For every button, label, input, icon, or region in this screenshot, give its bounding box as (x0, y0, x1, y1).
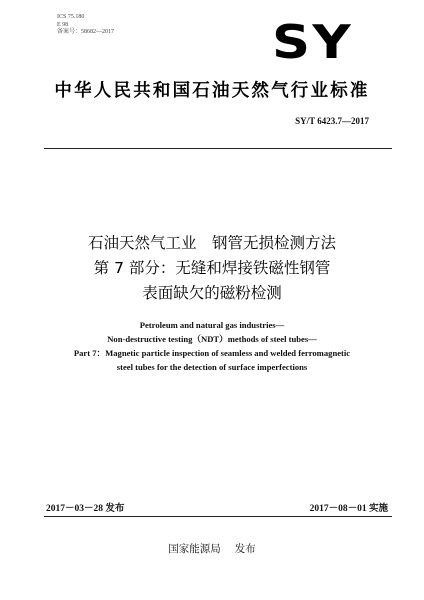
english-title-line: Non-destructive testing（NDT）methods of steel tubes— (107, 334, 317, 344)
class-code: E 98 (57, 21, 69, 28)
english-title-line: steel tubes for the detection of surface imperfections (116, 362, 308, 372)
classification-block (57, 14, 114, 37)
publisher-name: 国家能源局 (168, 543, 221, 555)
chinese-title (0, 231, 424, 306)
publisher-action: 发布 (234, 543, 256, 555)
chinese-title-line: 石油天然气工业 钢管无损检测方法 (87, 234, 336, 252)
english-title-line: Part 7：Magnetic particle inspection of seamless and welded ferromagnetic (73, 348, 351, 358)
record-number: 备案号：58682—2017 (57, 29, 115, 35)
standard-number: SY/T 6423.7—2017 (295, 116, 369, 126)
english-title (0, 318, 424, 374)
english-title-line: Petroleum and natural gas industries— (139, 320, 285, 330)
sy-logo: SY (272, 15, 354, 69)
top-divider (44, 148, 392, 149)
issue-date: 2017－03－28 发布 (46, 504, 125, 514)
chinese-title-line: 表面缺欠的磁粉检测 (142, 284, 282, 302)
chinese-title-line: 第 7 部分：无缝和焊接铁磁性钢管 (93, 259, 331, 277)
implementation-date: 2017－08－01 实施 (309, 504, 388, 514)
standard-category-title: 中华人民共和国石油天然气行业标准 (54, 81, 370, 101)
bottom-divider (44, 516, 392, 517)
publisher-line (0, 541, 424, 556)
ics-code: ICS 75.180 (57, 14, 85, 20)
